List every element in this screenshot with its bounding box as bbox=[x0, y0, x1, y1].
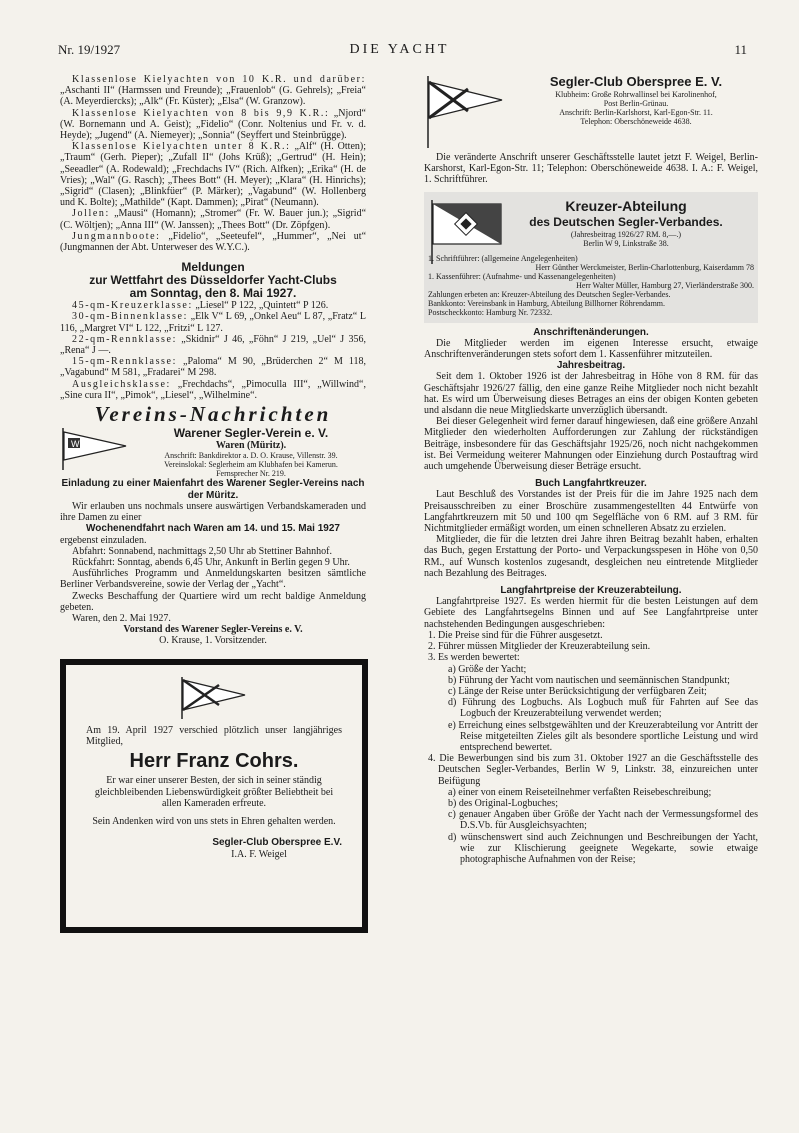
obituary-text: Sein Andenken wird von uns stets in Ehren gehalten werden. bbox=[92, 815, 336, 827]
ka-line: Herr Günther Werckmeister, Berlin-Charlottenburg, Kaiserdamm 78 bbox=[535, 262, 754, 272]
ka-title: Kreuzer-Abteilung bbox=[565, 197, 687, 214]
ka-line: Herr Walter Müller, Hamburg 27, Vierländerstraße 300. bbox=[576, 280, 754, 290]
club-pennant-icon bbox=[60, 426, 130, 470]
obituary-text: Er war einer unserer Besten, der sich in seiner ständig gleichbleibenden Liebenswürdigkeit größter Beliebtheit bei allen Kameraden erfreute. bbox=[94, 775, 334, 810]
class-entry: Klassenlose Kielyachten von 10 K.R. und darüber: „Aschanti II“ (Harmssen und Freunde); „Frauenlob“ (G. Gehrels); „Freia“ (A. Meyerdiercks); „Alk“ (Fr. Küster); „Elsa“ (W. Granzow). bbox=[60, 74, 366, 108]
paragraph: Abfahrt: Sonnabend, nachmittags 2,50 Uhr ab Stettiner Bahnhof. bbox=[72, 545, 332, 557]
ka-fee: (Jahresbeitrag 1926/27 RM. 8,—.) bbox=[570, 229, 682, 239]
club-address: Anschrift: Bankdirektor a. D. O. Krause, Villenstr. 39. bbox=[164, 451, 338, 461]
paragraph: Seit dem 1. Oktober 1926 ist der Jahresbeitrag in Höhe von 8 RM. für das Geschäftsjahr 1926/27 fällig, den eine ganze Reihe Mitglieder noch nicht bezahlt hat. Es wird um Überweisung dieses Betrages an eins der obigen Konten gebeten und alsdann die neue Mitgliedskarte unverzüglich übersandt. bbox=[424, 371, 758, 417]
signature-board: Vorstand des Warener Segler-Vereins e. V. bbox=[123, 624, 303, 636]
obituary-intro: Am 19. April 1927 verschied plötzlich unser langjähriges Mitglied, bbox=[86, 724, 342, 748]
ka-line: Zahlungen erbeten an: Kreuzer-Abteilung des Deutschen Segler-Verbandes. bbox=[428, 289, 671, 299]
class-entry: Jungmannboote: „Fidelio“, „Seeteufel“, „Hummer“, „Nei ut“ (Jungmannen der Abt. Unterweser des W.Y.C.). bbox=[60, 230, 367, 254]
club-pennant-icon bbox=[179, 675, 249, 719]
club-phone: Telephon: Oberschöneweide 4638. bbox=[580, 117, 692, 126]
paragraph: ergebenst einzuladen. bbox=[60, 534, 147, 546]
paragraph: Die Mitglieder werden im eigenen Interesse ersucht, etwaige Anschriftenveränderungen stets sofort dem 1. Kassenführer mitzuteilen. bbox=[424, 337, 758, 361]
club-name: Segler-Club Oberspree E. V. bbox=[549, 74, 723, 89]
paragraph: Wir erlauben uns nochmals unsere auswärtigen Verbandskameraden und ihre Damen zu einer bbox=[60, 500, 366, 524]
list-item: a) Größe der Yacht; bbox=[448, 663, 527, 675]
class-entry: Ausgleichsklasse: „Frechdachs“, „Pimoculla III“, „Willwind“, „Sine cura II“, „Pimok“, „Liesel“, „Wilhelmine“. bbox=[60, 378, 366, 401]
list-item: 2. Führer müssen Mitglieder der Kreuzerabteilung sein. bbox=[428, 641, 651, 653]
club-block-oberspree bbox=[424, 74, 758, 152]
paragraph: Langfahrtpreise 1927. Es werden hiermit für die besten Leistungen auf dem Gebiete des Langfahrtsegelns Binnen und auf See Langfahrtpreise unter nachstehenden Bedingungen ausgeschrieben: bbox=[424, 596, 758, 630]
club-home: Klubheim: Große Rohrwallinsel bei Karolinenhof, bbox=[555, 90, 717, 99]
class-entry: Klassenlose Kielyachten unter 8 K.R.: „Alf“ (H. Otten); „Traum“ (Gerh. Pieper); „Zufall II“ (Johs Krüß); „Gertrud“ (H. Hein); „Seeadler“ (A. Rodewald); „Frechdachs IV“ (Rich. Alfken); „Erika“ (H. de Vries); „Wal“ (G. Rasch); „Thees Bott“ (H. Meyer); „Klara“ (H. Hinrichs); „Sigrid“ (Clasen); „Blinkfüer“ (P. Märker); „Vagabund“ (W. Hollenberg und K. Bolte); „Mathilde“ (Kapt. Dammen); „Pirat“ (Neumann). bbox=[60, 141, 367, 209]
section-heading: Anschriftenänderungen. bbox=[533, 326, 649, 338]
invitation-heading: Einladung zu einer Maienfahrt des Warener Segler-Vereins nach der Müritz. bbox=[61, 478, 365, 501]
club-flag-icon bbox=[428, 198, 508, 264]
paragraph: Bei dieser Gelegenheit wird ferner darauf hingewiesen, daß eine größere Anzahl Mitglieder den wiederholten Aufforderungen zur Zahlung der rückständigen Beiträge, insbesondere für das Geschäftsjahr 1925/26, noch nicht nachgekommen ist. Bei Vermeidung weiterer Mahnungen oder Einziehung durch Postauftrag wird auch umgehende Überweisung dieser Beträge ersucht. bbox=[424, 416, 758, 473]
list-item: a) einer von einem Reiseteilnehmer verfaßten Reisebeschreibung; bbox=[448, 786, 712, 798]
ka-line: 1. Kassenführer: (Aufnahme- und Kassenangelegenheiten) bbox=[428, 271, 616, 281]
right-column bbox=[424, 74, 758, 865]
paragraph: Waren, den 2. Mai 1927. bbox=[72, 612, 171, 624]
ka-line: 1. Schriftführer: (allgemeine Angelegenheiten) bbox=[428, 253, 578, 263]
list-item: 3. Es werden bewertet: bbox=[428, 652, 520, 664]
paragraph: Ausführliches Programm und Anmeldungskarten besitzen sämtliche Berliner Verbandsvereine, sowie der Verlag der „Yacht“. bbox=[60, 568, 366, 591]
section-heading: Jahresbeitrag. bbox=[556, 360, 626, 372]
ka-address: Berlin W 9, Linkstraße 38. bbox=[583, 238, 669, 248]
list-item: d) wünschenswert sind auch Zeichnungen und Beschreibungen der Yacht, wie zur Klischierung geeignete Wegekarte, sowie etwaige photographische Aufnahmen von der Reise; bbox=[448, 831, 758, 865]
list-item: c) Länge der Reise unter Berücksichtigung der verfügbaren Zeit; bbox=[448, 685, 707, 697]
obituary-signature: I.A. F. Weigel bbox=[231, 848, 287, 860]
page-header bbox=[0, 42, 799, 62]
signature-name: O. Krause, 1. Vorsitzender. bbox=[159, 635, 267, 647]
class-entry: 22-qm-Rennklasse: „Skidnir“ J 46, „Föhn“ J 219, „Uel“ J 356, „Rena“ J —. bbox=[60, 333, 366, 357]
list-item: 4. Die Bewerbungen sind bis zum 31. Oktober 1927 an die Geschäftsstelle des Deutschen Segler-Verbandes, Berlin W 9, Linkstr. 38, einzureichen unter Beifügung bbox=[428, 753, 758, 787]
meldungen-date: am Sonntag, den 8. Mai 1927. bbox=[129, 286, 297, 301]
left-column bbox=[60, 74, 366, 933]
ka-line: Postscheckkonto: Hamburg Nr. 72332. bbox=[428, 307, 553, 317]
club-phone: Fernsprecher Nr. 219. bbox=[216, 469, 286, 479]
issue-number: Nr. 19/1927 bbox=[58, 42, 121, 57]
event-dates: Wochenendfahrt nach Waren am 14. und 15. Mai 1927 bbox=[86, 523, 340, 535]
meldungen-title: Meldungen bbox=[181, 260, 245, 275]
page-number: 11 bbox=[734, 42, 747, 57]
club-address: Anschrift: Berlin-Karlshorst, Karl-Egon-Str. 11. bbox=[559, 108, 713, 117]
club-pennant-icon bbox=[424, 74, 506, 148]
paragraph: Zwecks Beschaffung der Quartiere wird um recht baldige Anmeldung gebeten. bbox=[60, 590, 366, 613]
obituary-box bbox=[60, 659, 368, 933]
list-item: 1. Die Preise sind für die Führer ausgesetzt. bbox=[428, 629, 603, 641]
paragraph: Laut Beschluß des Vorstandes ist der Preis für die im Jahre 1925 nach dem Preisausschreiben zu einer Broschüre zusammengestellten 44 Entwürfe von Langfahrtkreuzern mit 50 und 100 qm Segelfläche von 6 RM. auf 3 RM. für Nichtmitglieder ermäßigt worden, um einen schnelleren Absatz zu erzielen. bbox=[424, 489, 758, 535]
club-venue: Vereinslokal: Seglerheim am Klubhafen bei Kamerun. bbox=[164, 460, 338, 470]
list-item: b) Führung der Yacht vom nautischen und seemännischen Standpunkt; bbox=[448, 674, 730, 686]
class-entry: Jollen: „Mausi“ (Homann); „Stromer“ (Fr. W. Bauer jun.); „Sigrid“ (C. Wöltjen); „Anna III“ (W. Janssen); „Thees Bott“ (Dr. Zöpfgen). bbox=[60, 208, 367, 231]
obituary-name: Herr Franz Cohrs. bbox=[129, 749, 299, 772]
paragraph: Mitglieder, die für die letzten drei Jahre ihren Beitrag bezahlt haben, erhalten das Buch, gegen Erstattung der Porto- und Verpackungsspesen in Höhe von 0,50 RM., auf Wunsch kostenlos zugesandt, desgleichen neu eintretende Mitglieder nach Bezahlung des Beitrages. bbox=[424, 534, 758, 579]
ka-subtitle: des Deutschen Segler-Verbandes. bbox=[529, 214, 723, 229]
section-title: Vereins-Nachrichten bbox=[94, 402, 332, 427]
paragraph: Die veränderte Anschrift unserer Geschäftsstelle lautet jetzt F. Weigel, Berlin-Karshorst, Karl-Egon-Str. 11; Telephon: Oberschöneweide 4638. I. A.: F. Weigel, 1. Schriftführer. bbox=[424, 152, 758, 186]
meldungen-subtitle: zur Wettfahrt des Düsseldorfer Yacht-Clubs bbox=[89, 273, 337, 288]
list-item: e) Erreichung eines selbstgewählten und der Kreuzerabteilung vor Antritt der Reise mitgeteilten Zieles gilt als besondere sportliche Leistung und wird entsprechend bewertet. bbox=[448, 719, 758, 753]
ka-line: Bankkonto: Vereinsbank in Hamburg, Abteilung Billhorner Röhrendamm. bbox=[428, 298, 666, 308]
club-city: Waren (Müritz). bbox=[215, 440, 287, 452]
section-heading: Buch Langfahrtkreuzer. bbox=[535, 478, 647, 490]
obituary-club: Segler-Club Oberspree E.V. bbox=[212, 837, 342, 849]
svg-text:W: W bbox=[71, 439, 80, 450]
list-item: b) des Original-Logbuches; bbox=[448, 797, 558, 809]
class-entry: 45-qm-Kreuzerklasse: „Liesel“ P 122, „Quintett“ P 126. bbox=[72, 300, 329, 312]
paragraph: Rückfahrt: Sonntag, abends 6,45 Uhr, Ankunft in Berlin gegen 9 Uhr. bbox=[72, 556, 350, 568]
club-name: Warener Segler-Verein e. V. bbox=[173, 426, 329, 441]
list-item: c) genauer Angaben über Größe der Yacht nach der Vermessungsformel des D.S.Vb. für Ausgleichsyachten; bbox=[448, 809, 758, 832]
magazine-title: DIE YACHT bbox=[349, 42, 450, 57]
class-entry: 15-qm-Rennklasse: „Paloma“ M 90, „Brüderchen 2“ M 118, „Vagabund“ M 581, „Fradarei“ M 298. bbox=[60, 356, 366, 379]
club-block-waren bbox=[60, 426, 366, 478]
list-item: d) Führung des Logbuchs. Als Logbuch muß für Fahrten auf See das Logbuch der Kreuzerabteilung verwendet werden; bbox=[448, 697, 758, 720]
section-heading: Langfahrtpreise der Kreuzerabteilung. bbox=[500, 585, 682, 597]
class-entry: 30-qm-Binnenklasse: „Elk V“ L 69, „Onkel Aeu“ L 87, „Fratz“ L 116, „Margret VI“ L 122, „Fritzi“ L 127. bbox=[60, 311, 366, 334]
kreuzer-abteilung-box bbox=[424, 192, 758, 323]
class-entry: Klassenlose Kielyachten von 8 bis 9,9 K.R.: „Njord“ (W. Bornemann und A. Geist); „Fidelio“ (Conr. Noltenius und Fr. v. d. Heyde); „Jugend“ (A. Niemeyer); „Sonnia“ (Seyffert und Steinbrügge). bbox=[60, 107, 366, 142]
club-post: Post Berlin-Grünau. bbox=[603, 99, 669, 108]
